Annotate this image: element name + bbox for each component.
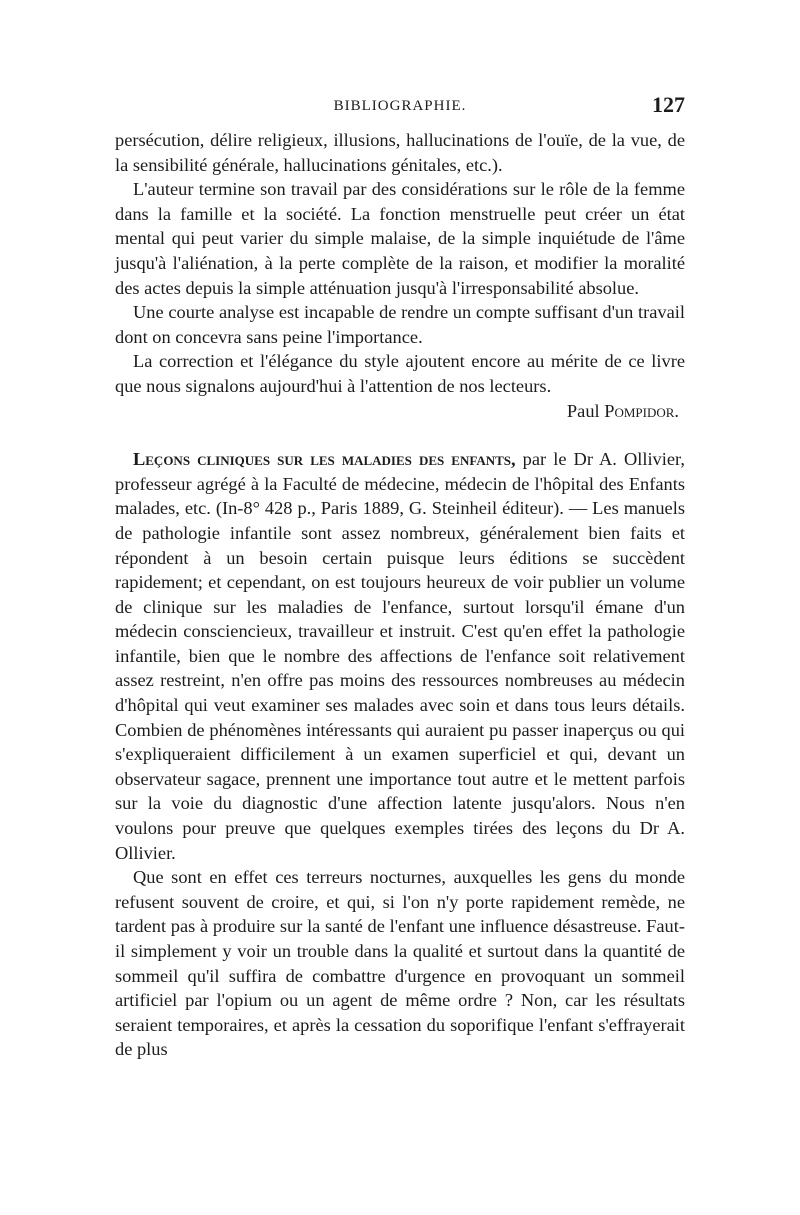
review-signature — [115, 399, 685, 424]
review-title: Leçons cliniques sur les maladies des enfants, — [133, 449, 516, 470]
paragraph-conclusion: L'auteur termine son travail par des considérations sur le rôle de la femme dans la famille et la société. La fonction menstruelle peut créer un état mental qui peut varier du simple malaise, de la simple inquiétude de l'âme jusqu'à l'aliénation, à la perte complète de la raison, et modifier la moralité des actes depuis la simple atténuation jusqu'à l'irresponsabilité absolue. — [115, 179, 685, 298]
author-first-name: Paul — [566, 400, 605, 421]
section-divider — [115, 423, 685, 447]
paragraph-style: La correction et l'élégance du style ajoutent encore au mérite de ce livre que nous signalons aujourd'hui à l'attention de nos lecteurs. — [115, 351, 685, 396]
review-entry — [115, 447, 685, 865]
paragraph-night-terrors: Que sont en effet ces terreurs nocturnes, auxquelles les gens du monde refusent souvent de croire, et qui, si l'on n'y porte rapidement remède, ne tardent pas à produire sur la santé de l'enfant une influence désastreuse. Faut-il simplement y voir un trouble dans la qualité et surtout dans la quantité de sommeil qu'il suffira de combattre d'urgence en provoquant un sommeil artificiel par l'opium ou un agent de même ordre ? Non, car les résultats seraient temporaires, et après la cessation du soporifique l'enfant s'effrayerait de plus — [115, 867, 685, 1060]
paragraph-continuation: persécution, délire religieux, illusions, hallucinations de l'ouïe, de la vue, de la sensibilité générale, hallucinations génitales, etc.). — [115, 130, 685, 175]
body-text — [115, 128, 685, 1062]
page-header — [115, 92, 685, 122]
page-number: 127 — [652, 92, 685, 117]
paragraph-analysis: Une courte analyse est incapable de rendre un compte suffisant d'un travail dont on concevra sans peine l'importance. — [115, 302, 685, 347]
running-title: BIBLIOGRAPHIE. — [333, 98, 467, 114]
review-intro: par le Dr A. Ollivier, professeur agrégé à la Faculté de médecine, médecin de l'hôpital des Enfants malades, etc. (In-8° 428 p., Paris 1889, G. Steinheil éditeur). — Les manuels de pathologie infantile sont assez nombreux, généralement bien faits et répondent à un besoin certain puisque leurs éditions se succèdent rapidement; et cependant, on est toujours heureux de voir publier un volume de clinique sur les maladies de l'enfance, surtout lorsqu'il émane d'un médecin consciencieux, travailleur et instruit. C'est qu'en effet la pathologie infantile, bien que le nombre des affections de l'enfance soit relativement assez restreint, n'en offre pas moins des ressources nombreuses au médecin d'hôpital qui veut examiner ses malades avec soin et dans tous leurs détails. Combien de phénomènes intéressants qui auraient pu passer inaperçus ou qui s'expliqueraient difficilement à un examen superficiel et qui, devant un observateur sagace, prennent une importance tout autre et le mettent parfois sur la voie du diagnostic d'une affection latente jusqu'alors. Nous n'en voulons pour preuve que quelques exemples tirées des leçons du Dr A. Ollivier. — [115, 449, 685, 863]
author-last-name: Pompidor. — [604, 400, 679, 421]
